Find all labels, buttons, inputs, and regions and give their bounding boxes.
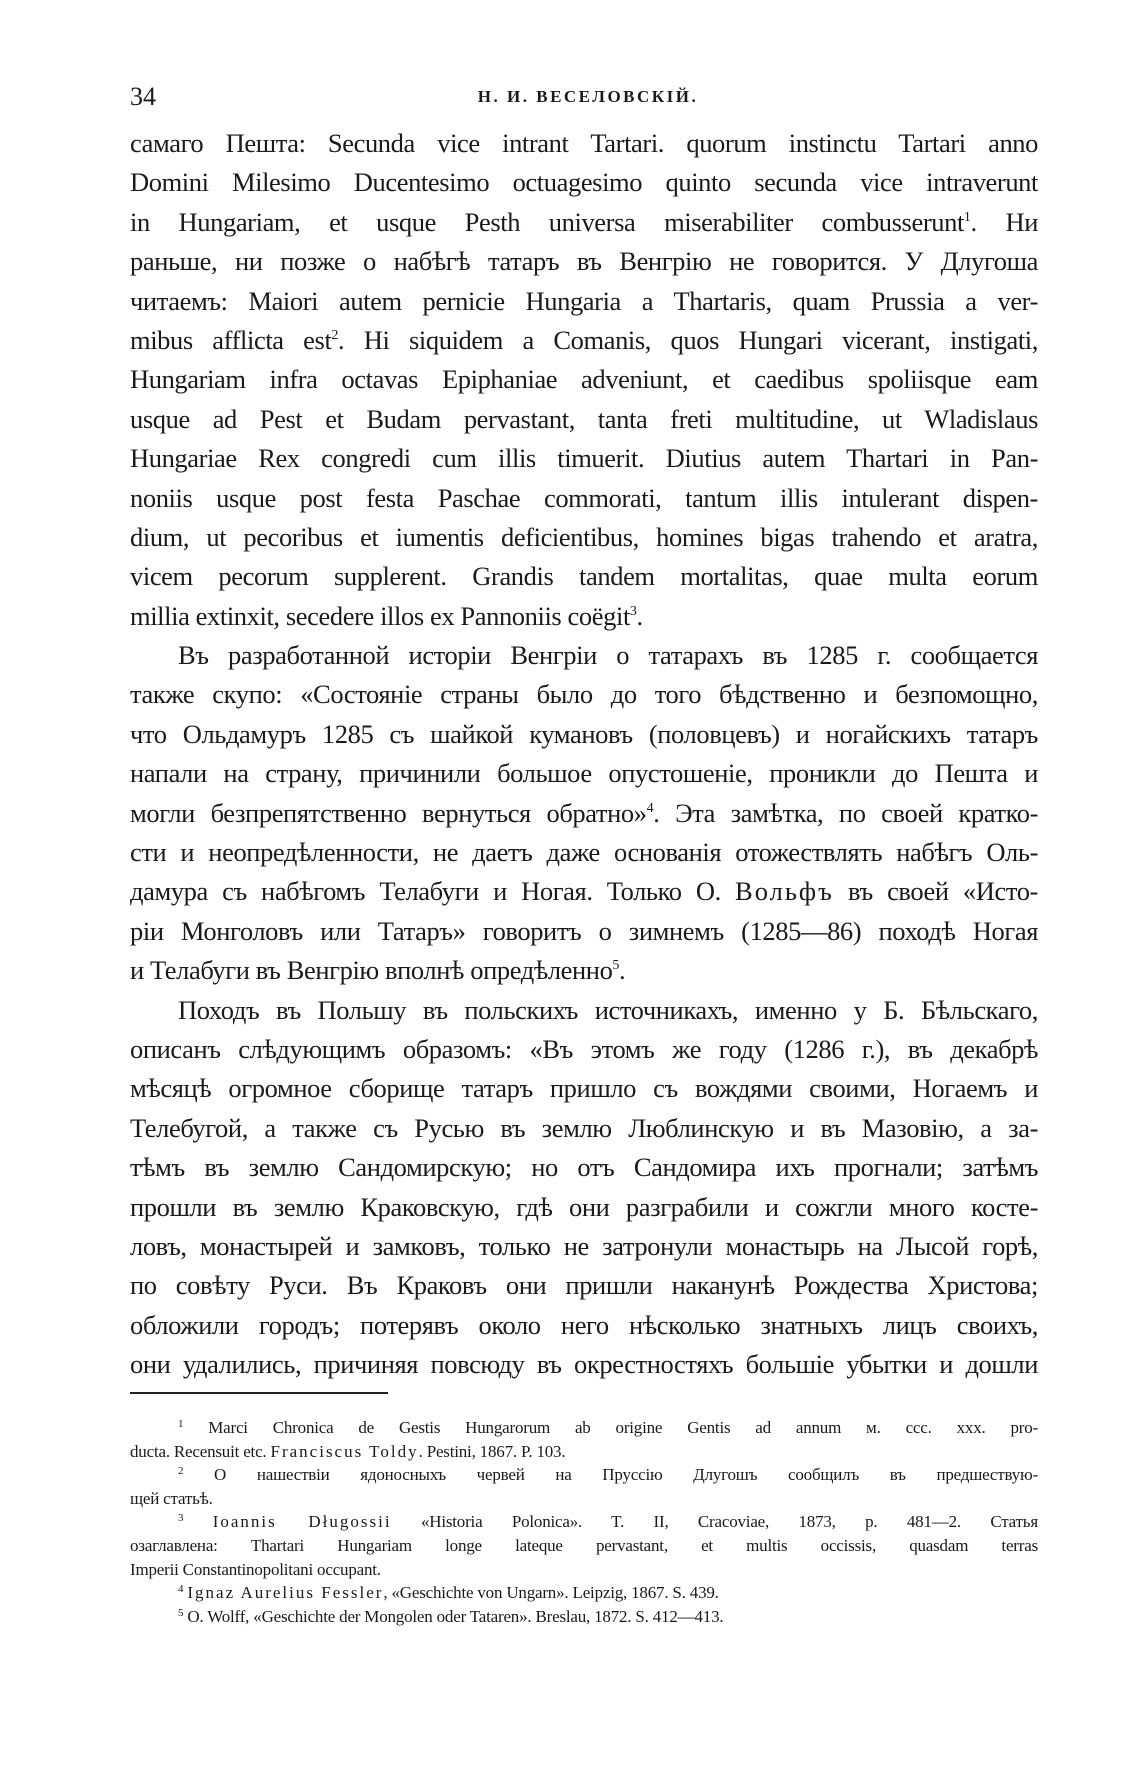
text-line: Телебугой, а также съ Русью въ землю Люблинскую и въ Мазовію, а за- (130, 1112, 1038, 1143)
text-line: мѣсяцѣ огромное сборище татаръ пришло съ вождями своими, Ногаемъ и (130, 1073, 1038, 1104)
author-name-spaced: Вольфъ (735, 876, 834, 907)
footnote-5 (130, 1605, 1038, 1629)
footnote-3-cont: озаглавлена: Thartari Hungariam longe lateque pervastant, et multis occissis, quasdam terras (130, 1535, 1038, 1555)
text-line: также скупо: «Состояніе страны было до того бѣдственно и безпомощно, (130, 679, 1038, 710)
footnote-3 (130, 1510, 1038, 1534)
text-line: описанъ слѣдующимъ образомъ: «Въ этомъ же году (1286 г.), въ декабрѣ (130, 1033, 1038, 1064)
footnote-2 (130, 1463, 1038, 1487)
text-fragment: дамура съ набѣгомъ Телабуги и Ногая. Только О. (130, 876, 736, 907)
page-number: 34 (130, 82, 156, 111)
page-header (130, 82, 1038, 112)
author-name-spaced: Ioannis Długossii (212, 1512, 392, 1532)
footnote-ref-5[interactable]: 5 (612, 958, 620, 974)
text-line (130, 794, 1038, 833)
text-line: Въ разработанной исторіи Венгріи о татарахъ въ 1285 г. сообщается (178, 640, 1038, 671)
footnote-ref-2[interactable]: 2 (331, 327, 339, 343)
footnote-text: , «Geschichte von Ungarn». Leipzig, 1867. S. 439. (383, 1583, 719, 1603)
footnote-ref-4[interactable]: 4 (646, 800, 654, 816)
text-fragment: въ своей «Исто- (833, 876, 1038, 907)
text-fragment: и Телабуги въ Венгрію вполнѣ опредѣленно (130, 955, 613, 986)
text-line (130, 321, 1038, 360)
text-fragment: . (619, 955, 626, 986)
text-line (130, 597, 1038, 636)
text-line: vicem pecorum supplerent. Grandis tandem mortalitas, quae multa eorum (130, 561, 1038, 592)
text-line: тѣмъ въ землю Сандомирскую; но отъ Сандомира ихъ прогнали; затѣмъ (130, 1152, 1038, 1183)
text-line: Hungariam infra octavas Epiphaniae adveniunt, et caedibus spoliisque eam (130, 364, 1038, 395)
text-line: noniis usque post festa Paschae commorati, tantum illis intulerant dispen- (130, 482, 1038, 513)
footnote-2-cont: щей статьѣ. (130, 1488, 213, 1508)
text-line: читаемъ: Maiori autem pernicie Hungaria a Thartaris, quam Prussia a ver- (130, 285, 1038, 316)
footnote-number: 5 (178, 1606, 184, 1619)
footnote-4 (130, 1581, 1038, 1605)
text-fragment: . Эта замѣтка, по своей кратко- (653, 797, 1038, 828)
footnote-divider (130, 1392, 388, 1394)
footnote-ref-1[interactable]: 1 (963, 209, 971, 225)
text-line: dium, ut pecoribus et iumentis deficientibus, homines bigas trahendo et aratra, (130, 521, 1038, 552)
text-line: Domini Milesimo Ducentesimo octuagesimo quinto secunda vice intraverunt (130, 167, 1038, 198)
text-line: Походъ въ Польшу въ польскихъ источникахъ, именно у Б. Бѣльскаго, (178, 994, 1038, 1025)
text-line: по совѣту Руси. Въ Краковъ они пришли наканунѣ Рождества Христова; (130, 1270, 1038, 1301)
text-fragment: могли безпрепятственно вернуться обратно» (130, 797, 647, 828)
footnote-text: Marci Chronica de Gestis Hungarorum ab origine Gentis ad annum м. ccc. xxx. pro- (208, 1418, 1038, 1437)
footnote-text: «Historia Polonica». T. II, Cracoviae, 1873, p. 481—2. Статья (391, 1512, 1038, 1532)
editor-name-spaced: Franciscus Toldy (270, 1441, 419, 1461)
text-line: usque ad Pest et Budam pervastant, tanta freti multitudine, ut Wladislaus (130, 403, 1038, 434)
author-name-spaced: Ignaz Aurelius Fessler (187, 1583, 384, 1603)
footnote-3-cont: Imperii Constantinopolitani occupant. (130, 1559, 381, 1579)
text-fragment: . Hi siquidem a Comanis, quos Hungari vicerant, instigati, (338, 324, 1038, 355)
text-line (130, 951, 1038, 990)
text-fragment: . Ни (970, 206, 1038, 237)
footnote-number: 4 (178, 1583, 184, 1596)
footnote-number: 1 (178, 1418, 184, 1430)
running-head: Н. И. ВЕСЕЛОВСКІЙ. (477, 87, 699, 106)
text-line: ловъ, монастырей и замковъ, только не затронули монастырь на Лысой горѣ, (130, 1230, 1038, 1261)
footnote-1 (130, 1416, 1038, 1440)
text-line: ріи Монголовъ или Татаръ» говоритъ о зимнемъ (1285—86) походѣ Ногая (130, 915, 1038, 946)
text-line: прошли въ землю Краковскую, гдѣ они разграбили и сожгли много косте- (130, 1191, 1038, 1222)
text-line: они удалились, причиняя повсюду въ окрестностяхъ большіе убытки и дошли (130, 1349, 1038, 1380)
text-line (130, 203, 1038, 242)
text-line: Hungariae Rex congredi cum illis timuerit. Diutius autem Thartari in Pan- (130, 443, 1038, 474)
text-line: обложили городъ; потерявъ около него нѣсколько знатныхъ лицъ своихъ, (130, 1309, 1038, 1340)
footnote-text: O. Wolff, «Geschichte der Mongolen oder Tataren». Breslau, 1872. S. 412—413. (187, 1606, 724, 1626)
text-fragment: in Hungariam, et usque Pesth universa miserabiliter combusserunt (130, 206, 964, 237)
text-line: напали на страну, причинили большое опустошеніе, проникли до Пешта и (130, 758, 1038, 789)
footnote-number: 3 (178, 1512, 184, 1525)
text-fragment: mibus afflicta est (130, 324, 332, 355)
text-line: раньше, ни позже о набѣгѣ татаръ въ Венгрію не говорится. У Длугоша (130, 246, 1038, 277)
text-line (130, 872, 1038, 911)
text-fragment: . (636, 600, 643, 631)
body-text (130, 124, 1038, 1385)
text-line: что Ольдамуръ 1285 съ шайкой кумановъ (половцевъ) и ногайскихъ татаръ (130, 718, 1038, 749)
text-line: самаго Пешта: Secunda vice intrant Tartari. quorum instinctu Tartari anno (130, 128, 1038, 158)
text-fragment: millia extinxit, secedere illos ex Pannoniis coëgit (130, 600, 630, 631)
text-line: сти и неопредѣленности, не даетъ даже основанія отожествлять набѣгъ Оль- (130, 837, 1038, 868)
footnote-text: . Pestini, 1867. P. 103. (418, 1441, 566, 1461)
footnote-1-cont (130, 1440, 1038, 1464)
footnotes (130, 1416, 1038, 1628)
footnote-text: О нашествіи ядоносныхъ червей на Пруссію Длугошъ сообщилъ въ предшествую- (214, 1465, 1038, 1485)
footnote-text: ducta. Recensuit etc. (130, 1441, 271, 1461)
footnote-ref-3[interactable]: 3 (629, 603, 637, 619)
footnote-number: 2 (178, 1465, 184, 1478)
